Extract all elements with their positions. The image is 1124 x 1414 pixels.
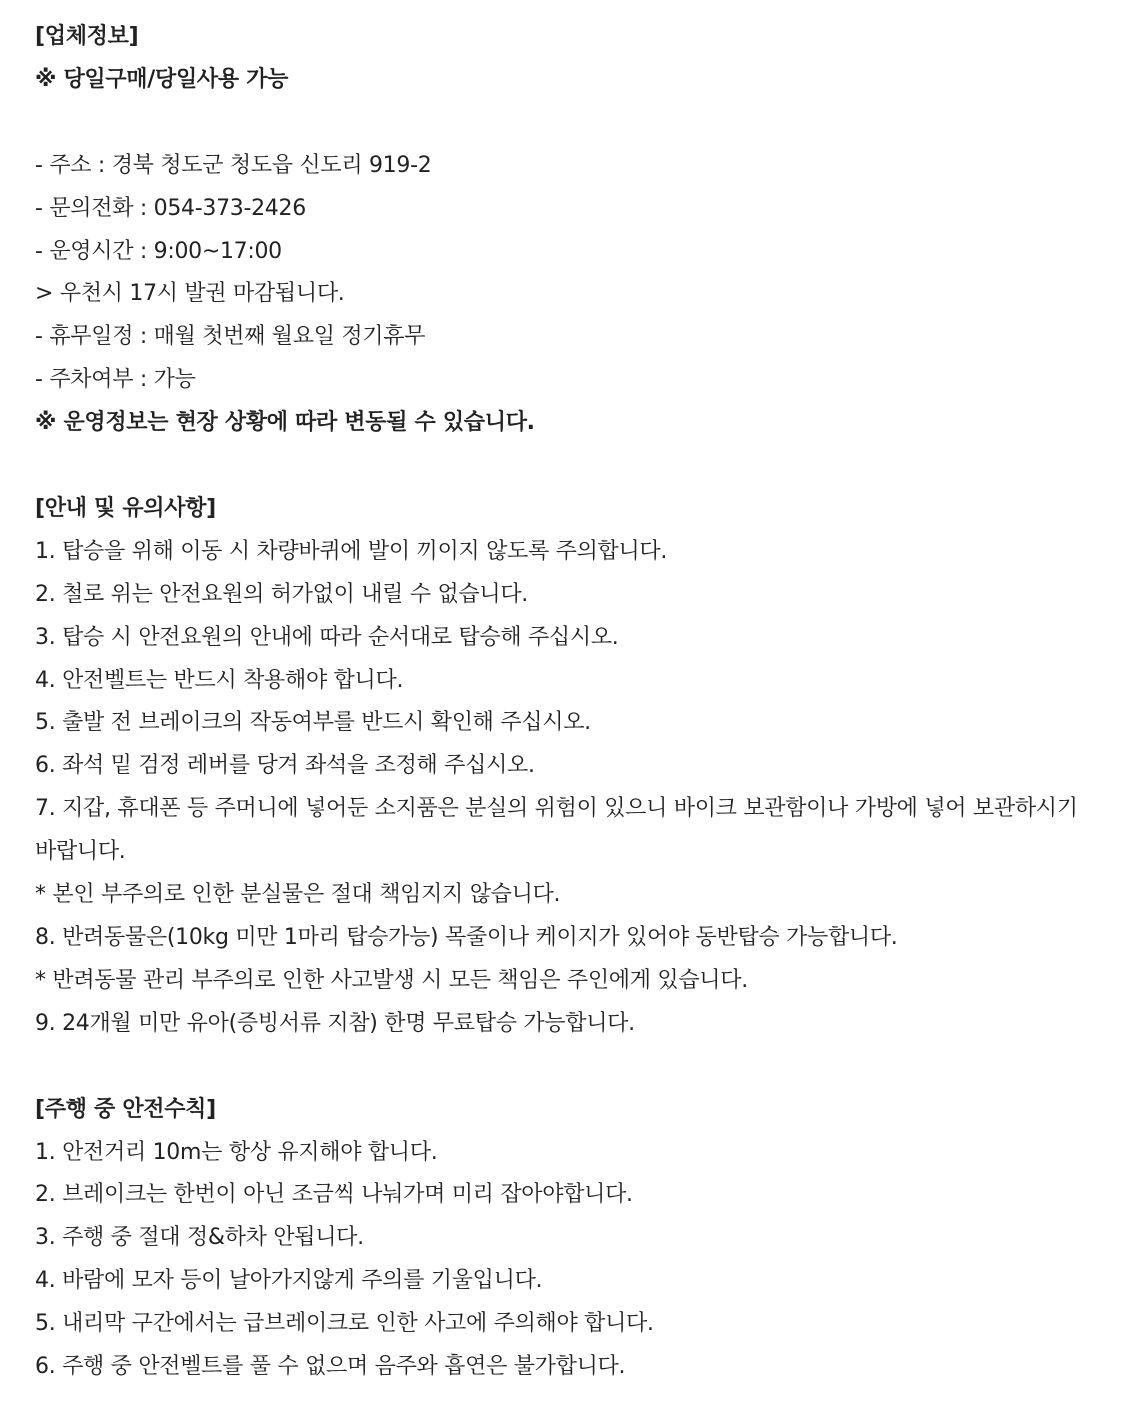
spacer — [35, 1046, 1104, 1089]
safety-rule-item: 1. 안전거리 10m는 항상 유지해야 합니다. — [35, 1139, 438, 1165]
guide-item: 5. 출발 전 브레이크의 작동여부를 반드시 확인해 주십시오. — [35, 710, 591, 736]
company-info-section — [35, 16, 1104, 445]
spacer — [35, 445, 1104, 488]
guide-item: 1. 탑승을 위해 이동 시 차량바퀴에 발이 끼이지 않도록 주의합니다. — [35, 538, 668, 564]
safety-rule-item: 6. 주행 중 안전벨트를 풀 수 없으며 음주와 흡연은 불가합니다. — [35, 1354, 626, 1380]
safety-rules-section — [35, 1089, 1104, 1389]
parking-line: - 주차여부 : 가능 — [35, 367, 196, 393]
hours-line: - 운영시간 : 9:00~17:00 — [35, 238, 282, 264]
closed-day-line: - 휴무일정 : 매월 첫번째 월요일 정기휴무 — [35, 324, 426, 350]
safety-rule-item: 3. 주행 중 절대 정&하차 안됩니다. — [35, 1225, 364, 1251]
guide-item: 7. 지갑, 휴대폰 등 주머니에 넣어둔 소지품은 분실의 위험이 있으니 바이크 보관함이나 가방에 넣어 보관하시기 바랍니다. — [35, 796, 1078, 865]
guide-item: 9. 24개월 미만 유아(증빙서류 지참) 한명 무료탑승 가능합니다. — [35, 1010, 635, 1036]
company-info-heading: [업체정보] — [35, 24, 139, 49]
spacer — [35, 102, 1104, 145]
operation-change-notice: ※ 운영정보는 현장 상황에 따라 변동될 수 있습니다. — [35, 410, 535, 436]
guide-item: 2. 철로 위는 안전요원의 허가없이 내릴 수 없습니다. — [35, 581, 528, 607]
guide-item: 8. 반려동물은(10kg 미만 1마리 탑승가능) 목줄이나 케이지가 있어야 동반탑승 가능합니다. — [35, 925, 898, 950]
rain-notice-line: > 우천시 17시 발권 마감됩니다. — [35, 281, 345, 307]
address-line: - 주소 : 경북 청도군 청도읍 신도리 919-2 — [35, 152, 432, 178]
guide-section — [35, 488, 1104, 1046]
guide-item: 4. 안전벨트는 반드시 착용해야 합니다. — [35, 667, 404, 693]
guide-note: * 본인 부주의로 인한 분실물은 절대 책임지지 않습니다. — [35, 882, 561, 908]
phone-line: - 문의전화 : 054-373-2426 — [35, 195, 306, 221]
guide-item: 6. 좌석 밑 검정 레버를 당겨 좌석을 조정해 주십시오. — [35, 753, 535, 779]
safety-rule-item: 4. 바람에 모자 등이 날아가지않게 주의를 기울입니다. — [35, 1268, 543, 1294]
safety-rule-item: 5. 내리막 구간에서는 급브레이크로 인한 사고에 주의해야 합니다. — [35, 1311, 654, 1337]
guide-note: * 반려동물 관리 부주의로 인한 사고발생 시 모든 책임은 주인에게 있습니다. — [35, 967, 748, 993]
guide-heading: [안내 및 유의사항] — [35, 495, 216, 521]
safety-rule-item: 2. 브레이크는 한번이 아닌 조금씩 나눠가며 미리 잡아야합니다. — [35, 1182, 633, 1208]
same-day-notice: ※ 당일구매/당일사용 가능 — [35, 66, 289, 92]
safety-rules-heading: [주행 중 안전수칙] — [35, 1096, 216, 1122]
guide-item: 3. 탑승 시 안전요원의 안내에 따라 순서대로 탑승해 주십시오. — [35, 624, 619, 650]
